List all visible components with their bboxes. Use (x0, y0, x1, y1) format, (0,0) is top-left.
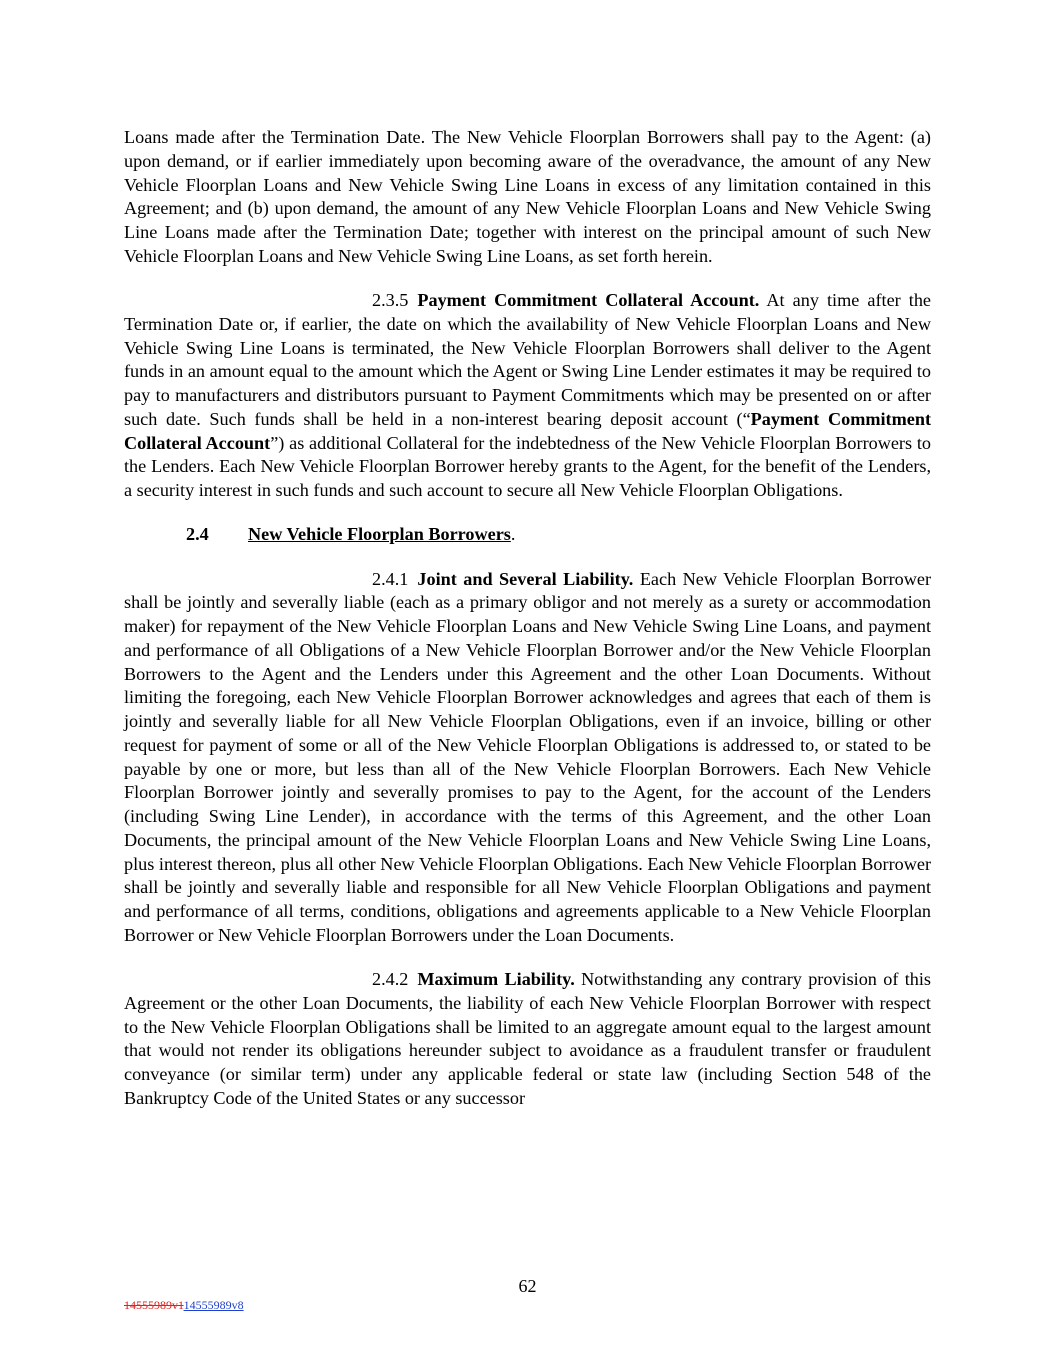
continuation-paragraph: Loans made after the Termination Date. The New Vehicle Floorplan Borrowers shall pay to the Agent: (a) upon demand, or if earlier immediately upon becoming aware of the overadvance, the amount of any New Vehicle Floorplan Loans and New Vehicle Swing Line Loans in excess of any limitation contained in this Agreement; and (b) upon demand, the amount of any New Vehicle Floorplan Loans and New Vehicle Swing Line Loans made after the Termination Date; together with interest on the principal amount of such New Vehicle Floorplan Loans and New Vehicle Swing Line Loans, as set forth herein. (124, 127, 931, 266)
section-number: 2.4 (186, 524, 209, 545)
section-text: Each New Vehicle Floorplan Borrower shall be jointly and severally liable (each as a primary obligor and not merely as a surety or accommodation maker) for repayment of the New Vehicle Floorplan Loans and New Vehicle Swing Line Loans, and payment and performance of all Obligations of a New Vehicle Floorplan Borrower and/or the New Vehicle Floorplan Borrowers to the Agent and the Lenders under this Agreement and the other Loan Documents. Without limiting the foregoing, each New Vehicle Floorplan Borrower acknowledges and agrees that each of them is jointly and severally liable for all New Vehicle Floorplan Obligations, even if an invoice, billing or other request for payment of some or all of the New Vehicle Floorplan Obligations is addressed to, or stated to be payable by one or more, but less than all of the New Vehicle Floorplan Borrowers. Each New Vehicle Floorplan Borrower jointly and severally promises to pay to the Agent, for the account of the Lenders (including Swing Line Lender), in accordance with the terms of this Agreement, and the other Loan Documents, the principal amount of the New Vehicle Floorplan Loans and New Vehicle Swing Line Loans, plus interest thereon, plus all other New Vehicle Floorplan Obligations. Each New Vehicle Floorplan Borrower shall be jointly and severally liable and responsible for all New Vehicle Floorplan Obligations and payment and performance of all terms, conditions, obligations and agreements applicable to a New Vehicle Floorplan Borrower or New Vehicle Floorplan Borrowers under the Loan Documents. (124, 568, 931, 945)
document-id-inserted: 14555989v8 (183, 1298, 244, 1312)
section-title: Joint and Several Liability. (417, 568, 634, 589)
section-number: 2.4.1 (372, 568, 409, 589)
section-title-period: . (510, 524, 516, 545)
section-text: Notwithstanding any contrary provision of this Agreement or the other Loan Documents, the liability of each New Vehicle Floorplan Borrower with respect to the New Vehicle Floorplan Obligations shall be limited to an aggregate amount equal to the largest amount that would not render its obligations hereunder subject to avoidance as a fraudulent transfer or fraudulent conveyance (or similar term) under any applicable federal or state law (including Section 548 of the Bankruptcy Code of the United States or any successor (124, 969, 931, 1108)
page-number: 62 (518, 1276, 537, 1296)
section-title: Payment Commitment Collateral Account. (417, 290, 760, 310)
section-heading-2-4 (124, 523, 931, 547)
section-number: 2.4.2 (372, 969, 409, 989)
section-text: ”) as additional Collateral for the indebtedness of the New Vehicle Floorplan Borrowers to the Lenders. Each New Vehicle Floorplan Borrower hereby grants to the Agent, for the benefit of the Lenders, a security interest in such funds and such account to secure all New Vehicle Floorplan Obligations. (124, 432, 931, 500)
document-id-deleted: 14555989v1 (124, 1298, 184, 1312)
section-number: 2.3.5 (372, 290, 409, 310)
section-text: At any time after the Termination Date or, if earlier, the date on which the availability of New Vehicle Floorplan Loans and New Vehicle Swing Line Loans is terminated, the New Vehicle Floorplan Borrowers shall deliver to the Agent funds in an amount equal to the amount which the Agent or Swing Line Lender estimates it may be required to pay to manufacturers and distributors pursuant to Payment Commitments which may be presented on or after such date. Such funds shall be held in a non-interest bearing deposit account (“ (124, 290, 931, 429)
document-body (124, 126, 931, 1131)
section-title: New Vehicle Floorplan Borrowers (248, 524, 511, 545)
section-2-4-2 (124, 968, 931, 1111)
defined-term: Payment Commitment Collateral Account (124, 408, 931, 453)
section-2-4-1 (124, 568, 931, 948)
section-title: Maximum Liability. (417, 969, 575, 989)
section-2-3-5 (124, 289, 931, 503)
document-id (124, 1298, 244, 1313)
